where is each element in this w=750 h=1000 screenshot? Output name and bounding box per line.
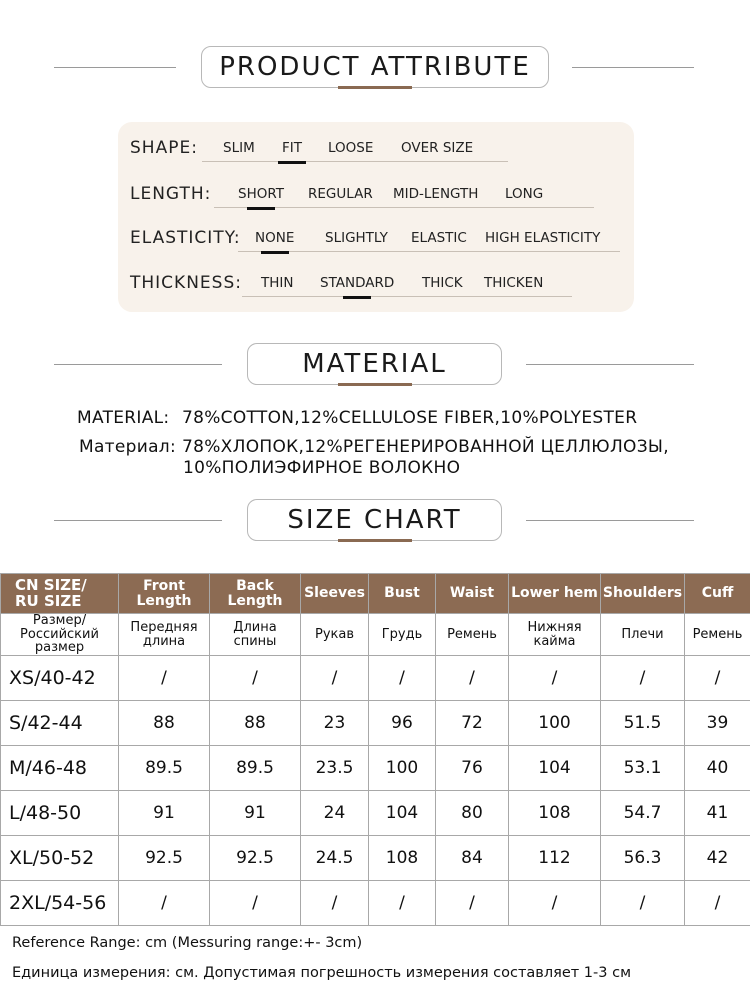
- measurement-cell: 23.5: [301, 746, 369, 791]
- attribute-option: THICK: [422, 275, 463, 291]
- table-ru-header-cell: Ремень: [436, 614, 509, 656]
- measurement-cell: 92.5: [119, 836, 210, 881]
- table-row: [1, 701, 750, 746]
- divider-right: [526, 520, 694, 521]
- table-row: [1, 656, 750, 701]
- attribute-label: SHAPE:: [130, 138, 198, 158]
- reference-note-ru: Единица измерения: см. Допустимая погрешность измерения составляет 1-3 см: [12, 965, 632, 981]
- measurement-cell: 42: [685, 836, 750, 881]
- measurement-cell: /: [210, 656, 301, 701]
- size-label-cell: L/48-50: [1, 791, 119, 836]
- table-ru-header-cell: Длина спины: [210, 614, 301, 656]
- divider-left: [54, 364, 222, 365]
- divider-right: [526, 364, 694, 365]
- attribute-option: MID-LENGTH: [393, 186, 479, 202]
- attribute-label: ELASTICITY:: [130, 228, 241, 248]
- attribute-option-selected: FIT: [282, 140, 302, 156]
- measurement-cell: 76: [436, 746, 509, 791]
- table-ru-header-cell: Рукав: [301, 614, 369, 656]
- measurement-cell: 80: [436, 791, 509, 836]
- section-title-attribute: PRODUCT ATTRIBUTE: [201, 46, 549, 88]
- size-label-cell: XS/40-42: [1, 656, 119, 701]
- attribute-option: THICKEN: [484, 275, 544, 291]
- divider-left: [54, 520, 222, 521]
- measurement-cell: 89.5: [210, 746, 301, 791]
- measurement-cell: /: [210, 881, 301, 926]
- divider-left: [54, 67, 176, 68]
- measurement-cell: /: [685, 656, 750, 701]
- table-header-cell: Bust: [369, 574, 436, 614]
- table-header-cell: Back Length: [210, 574, 301, 614]
- measurement-cell: 88: [119, 701, 210, 746]
- attribute-option: OVER SIZE: [401, 140, 474, 156]
- table-ru-header-cell: Грудь: [369, 614, 436, 656]
- table-ru-header-cell: Нижняя кайма: [509, 614, 601, 656]
- measurement-cell: 112: [509, 836, 601, 881]
- measurement-cell: 41: [685, 791, 750, 836]
- attribute-row-thickness: [130, 267, 575, 297]
- measurement-cell: /: [436, 881, 509, 926]
- measurement-cell: 92.5: [210, 836, 301, 881]
- measurement-cell: 39: [685, 701, 750, 746]
- measurement-cell: 53.1: [601, 746, 685, 791]
- measurement-cell: /: [601, 881, 685, 926]
- measurement-cell: 24: [301, 791, 369, 836]
- table-ru-header-cell: Размер/ Российский размер: [1, 614, 119, 656]
- size-chart-table: [0, 573, 750, 926]
- measurement-cell: 54.7: [601, 791, 685, 836]
- measurement-cell: /: [369, 881, 436, 926]
- section-title-size-chart: SIZE CHART: [247, 499, 502, 541]
- material-en-label: MATERIAL:: [77, 408, 170, 428]
- measurement-cell: /: [301, 881, 369, 926]
- measurement-cell: 88: [210, 701, 301, 746]
- table-header-cell: Front Length: [119, 574, 210, 614]
- table-ru-header-cell: Ремень: [685, 614, 750, 656]
- table-row: [1, 836, 750, 881]
- reference-note-en: Reference Range: cm (Messuring range:+- 3cm): [12, 935, 363, 951]
- measurement-cell: 24.5: [301, 836, 369, 881]
- measurement-cell: /: [119, 881, 210, 926]
- measurement-cell: 104: [509, 746, 601, 791]
- attribute-option: SLIGHTLY: [325, 230, 388, 246]
- material-ru-value-line1: 78%ХЛОПОК,12%РЕГЕНЕРИРОВАННОЙ ЦЕЛЛЮЛОЗЫ,: [182, 437, 669, 457]
- table-row: [1, 881, 750, 926]
- attribute-option-selected: SHORT: [238, 186, 284, 202]
- size-label-cell: 2XL/54-56: [1, 881, 119, 926]
- measurement-cell: /: [301, 656, 369, 701]
- product-attribute-header: [0, 46, 750, 92]
- measurement-cell: /: [119, 656, 210, 701]
- measurement-cell: /: [436, 656, 509, 701]
- attribute-option: SLIM: [223, 140, 255, 156]
- measurement-cell: 100: [369, 746, 436, 791]
- measurement-cell: 91: [119, 791, 210, 836]
- table-header-cell: Shoulders: [601, 574, 685, 614]
- material-header: [0, 343, 750, 389]
- attribute-option-selected: NONE: [255, 230, 295, 246]
- material-ru-label: Материал:: [79, 437, 176, 457]
- measurement-cell: 108: [509, 791, 601, 836]
- measurement-cell: /: [685, 881, 750, 926]
- measurement-cell: /: [601, 656, 685, 701]
- measurement-cell: /: [509, 881, 601, 926]
- table-header-row: [1, 574, 750, 614]
- measurement-cell: 72: [436, 701, 509, 746]
- measurement-cell: 51.5: [601, 701, 685, 746]
- attribute-option: REGULAR: [308, 186, 373, 202]
- table-ru-header-row: [1, 614, 750, 656]
- measurement-cell: 100: [509, 701, 601, 746]
- table-row: [1, 746, 750, 791]
- table-ru-header-cell: Плечи: [601, 614, 685, 656]
- attribute-option: LONG: [505, 186, 544, 202]
- attribute-option: THIN: [261, 275, 294, 291]
- attribute-rule: [242, 296, 572, 297]
- measurement-cell: 40: [685, 746, 750, 791]
- section-title-material: MATERIAL: [247, 343, 502, 385]
- table-ru-header-cell: Передняя длина: [119, 614, 210, 656]
- size-chart-header: [0, 499, 750, 545]
- table-row: [1, 791, 750, 836]
- measurement-cell: 23: [301, 701, 369, 746]
- divider-right: [572, 67, 694, 68]
- attribute-option-selected: STANDARD: [320, 275, 395, 291]
- attribute-row-shape: [130, 132, 510, 162]
- table-header-cell: Sleeves: [301, 574, 369, 614]
- measurement-cell: 84: [436, 836, 509, 881]
- attribute-rule: [238, 251, 620, 252]
- measurement-cell: 56.3: [601, 836, 685, 881]
- attribute-row-elasticity: [130, 222, 622, 252]
- table-header-cell: CN SIZE/ RU SIZE: [1, 574, 119, 614]
- material-ru-value-line2: 10%ПОЛИЭФИРНОЕ ВОЛОКНО: [183, 458, 461, 478]
- table-header-cell: Cuff: [685, 574, 750, 614]
- attribute-option: ELASTIC: [411, 230, 467, 246]
- material-en-value: 78%COTTON,12%CELLULOSE FIBER,10%POLYESTER: [182, 408, 638, 428]
- attribute-label: THICKNESS:: [130, 273, 242, 293]
- size-label-cell: XL/50-52: [1, 836, 119, 881]
- measurement-cell: 104: [369, 791, 436, 836]
- size-label-cell: M/46-48: [1, 746, 119, 791]
- measurement-cell: /: [509, 656, 601, 701]
- measurement-cell: 89.5: [119, 746, 210, 791]
- attribute-panel: [118, 122, 634, 312]
- measurement-cell: 91: [210, 791, 301, 836]
- table-header-cell: Lower hem: [509, 574, 601, 614]
- measurement-cell: 108: [369, 836, 436, 881]
- attribute-option: HIGH ELASTICITY: [485, 230, 601, 246]
- attribute-option: LOOSE: [328, 140, 374, 156]
- attribute-row-length: [130, 178, 600, 208]
- measurement-cell: /: [369, 656, 436, 701]
- size-label-cell: S/42-44: [1, 701, 119, 746]
- table-header-cell: Waist: [436, 574, 509, 614]
- attribute-label: LENGTH:: [130, 184, 212, 204]
- measurement-cell: 96: [369, 701, 436, 746]
- attribute-rule: [202, 161, 508, 162]
